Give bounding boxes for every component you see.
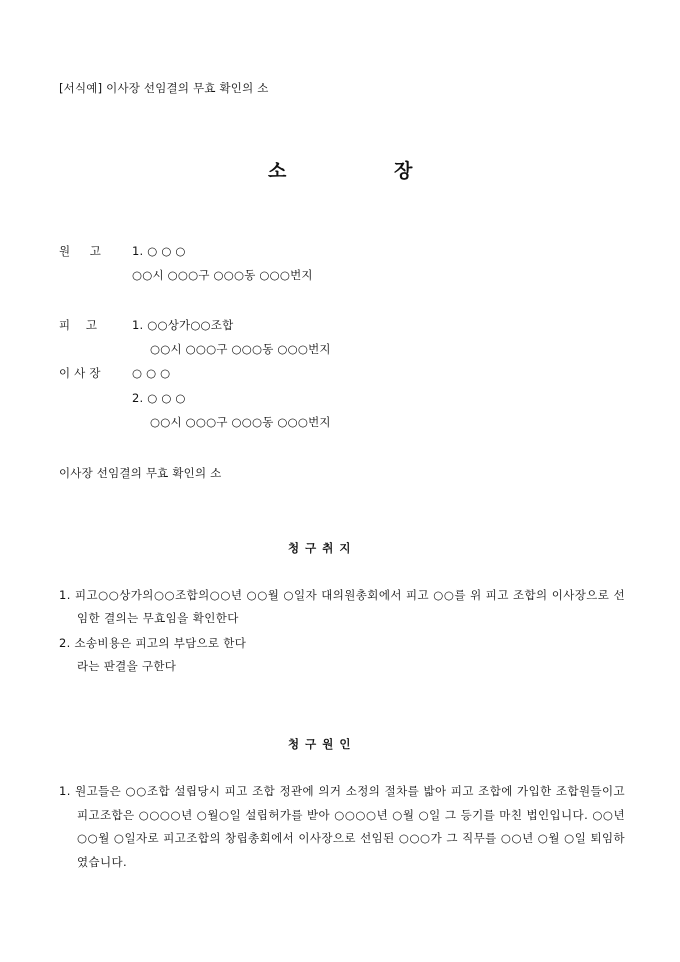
claim-purpose-heading: 청 구 취 지 xyxy=(288,541,352,555)
form-label: [서식예] 이사장 선임결의 무효 확인의 소 xyxy=(59,81,269,95)
plaintiff-label: 원 고 xyxy=(59,244,102,258)
defendant-second-address: ○○시 ○○○구 ○○○동 ○○○번지 xyxy=(150,415,331,429)
defendant-name: 1. ○○상가○○조합 xyxy=(132,318,234,332)
claim-purpose-item-2: 2. 소송비용은 피고의 부담으로 한다 xyxy=(59,636,247,650)
document-title-left: 소 xyxy=(268,160,287,182)
claim-cause-item-1: 1. 원고들은 ○○조합 설립당시 피고 조합 정관에 의거 소정의 절차를 밟아 피고 조합에 가입한 조합원들이고 피고조합은 ○○○○년 ○월○일 설립허가를 받아 ○○○○년 ○월 ○일 그 등기를 마친 법인입니다. ○○년 ○○월 ○일자로 피고조합의 창립총회에서 이사장으로 선임된 ○○○가 그 직무를 ○○년 ○월 ○일 퇴임하였습니다. xyxy=(59,784,625,869)
document-title-right: 장 xyxy=(394,160,413,182)
defendant-second-name: 2. ○ ○ ○ xyxy=(132,391,186,405)
case-name: 이사장 선임결의 무효 확인의 소 xyxy=(59,466,222,480)
defendant-address: ○○시 ○○○구 ○○○동 ○○○번지 xyxy=(150,342,331,356)
director-name: ○ ○ ○ xyxy=(132,366,171,380)
director-label: 이 사 장 xyxy=(59,366,101,380)
defendant-label: 피 고 xyxy=(59,318,98,332)
plaintiff-address: ○○시 ○○○구 ○○○동 ○○○번지 xyxy=(132,268,313,282)
claim-purpose-closing: 라는 판결을 구한다 xyxy=(77,659,177,673)
plaintiff-name: 1. ○ ○ ○ xyxy=(132,244,186,258)
claim-cause-heading: 청 구 원 인 xyxy=(288,737,352,751)
claim-purpose-item-1: 1. 피고○○상가의○○조합의○○년 ○○월 ○일자 대의원총회에서 피고 ○○를 위 피고 조합의 이사장으로 선임한 결의는 무효임을 확인한다 xyxy=(59,588,625,625)
